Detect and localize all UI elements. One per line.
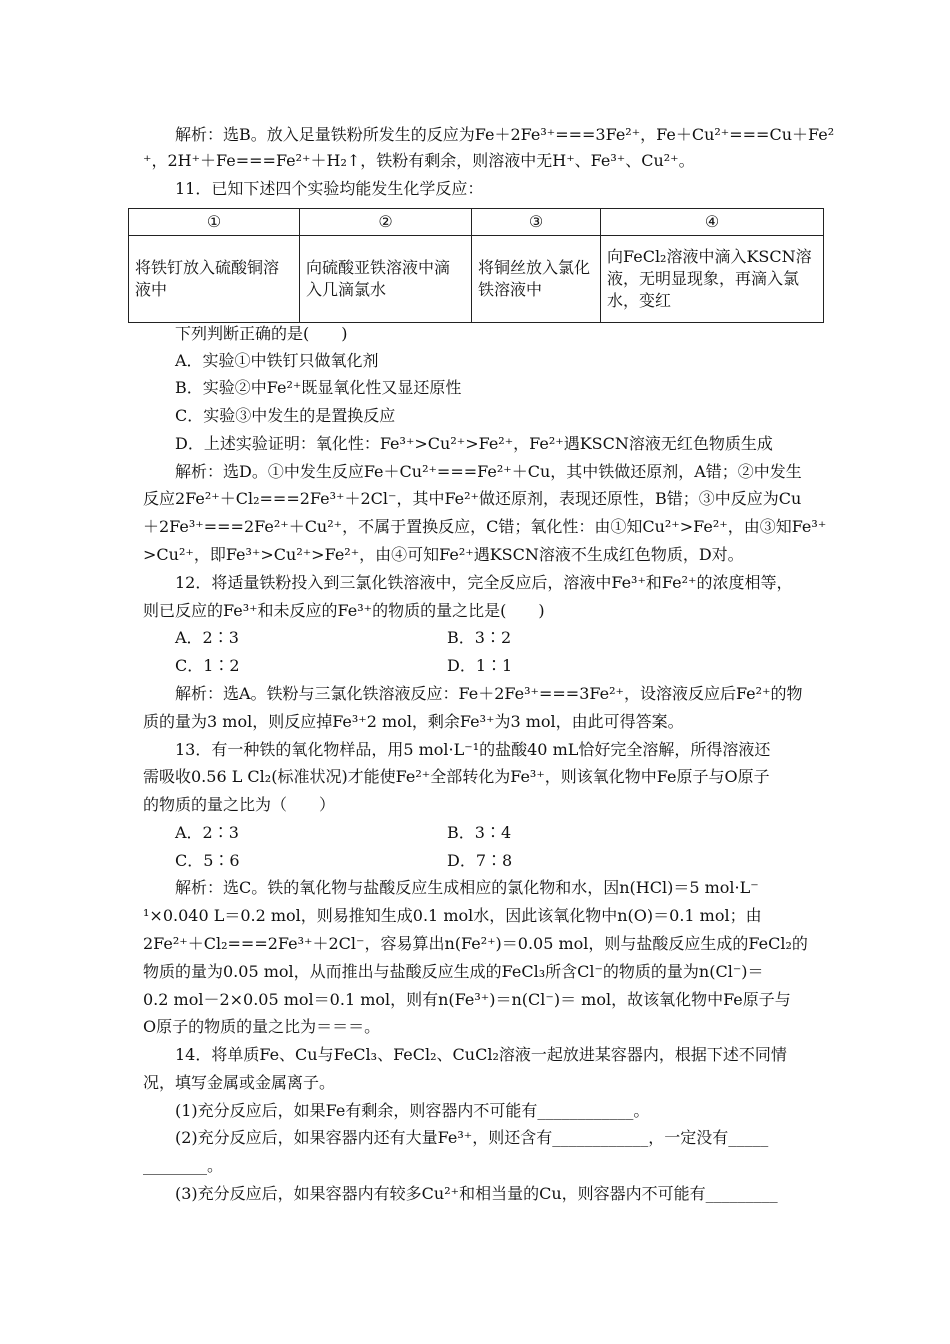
question-11-stem: 11．已知下述四个实验均能发生化学反应： — [175, 179, 484, 198]
question-12-option-b: B．3∶2 — [447, 628, 512, 647]
answer-10-line-1: 解析：选B。放入足量铁粉所发生的反应为Fe＋2Fe³⁺===3Fe²⁺，Fe＋Cu²⁺===Cu＋Fe² — [175, 125, 835, 144]
experiments-table — [128, 208, 824, 323]
answer-13-line-2: ¹×0.040 L＝0.2 mol，则易推知生成0.1 mol水，因此该氧化物中n(O)＝0.1 mol；由 — [143, 906, 762, 925]
answer-13-line-3: 2Fe²⁺＋Cl₂===2Fe³⁺＋2Cl⁻，容易算出n(Fe²⁺)＝0.05 mol，则与盐酸反应生成的FeCl₂的 — [143, 934, 808, 953]
question-12-option-d: D．1∶1 — [447, 656, 513, 675]
question-13-option-b: B．3∶4 — [447, 823, 512, 842]
answer-13-line-5: 0.2 mol－2×0.05 mol＝0.1 mol，则有n(Fe³⁺)＝n(Cl⁻)＝ mol，故该氧化物中Fe原子与 — [143, 990, 791, 1009]
table-cell-3: 将铜丝放入氯化铁溶液中 — [472, 236, 601, 323]
answer-13-line-1: 解析：选C。铁的氧化物与盐酸反应生成相应的氯化物和水，因n(HCl)＝5 mol·L⁻ — [175, 878, 759, 897]
question-11-judge: 下列判断正确的是( ) — [175, 324, 348, 343]
answer-13-line-4: 物质的量为0.05 mol，从而推出与盐酸反应生成的FeCl₃所含Cl⁻的物质的量为n(Cl⁻)＝ — [143, 962, 764, 981]
question-11-option-a: A．实验①中铁钉只做氧化剂 — [175, 351, 379, 370]
question-12-line-2: 则已反应的Fe³⁺和未反应的Fe³⁺的物质的量之比是( ) — [143, 601, 545, 620]
table-header-2: ② — [300, 209, 472, 236]
answer-12-line-1: 解析：选A。铁粉与三氯化铁溶液反应：Fe＋2Fe³⁺===3Fe²⁺，设溶液反应后Fe²⁺的物 — [175, 684, 803, 703]
answer-11-line-3: ＋2Fe³⁺===2Fe²⁺＋Cu²⁺，不属于置换反应，C错；氧化性：由①知Cu²⁺>Fe²⁺，由③知Fe³⁺ — [143, 517, 827, 536]
answer-10-line-2: ⁺，2H⁺＋Fe===Fe²⁺＋H₂↑，铁粉有剩余，则溶液中无H⁺、Fe³⁺、Cu²⁺。 — [143, 151, 695, 170]
question-14-line-2: 况，填写金属或金属离子。 — [143, 1073, 336, 1092]
question-12-line-1: 12．将适量铁粉投入到三氯化铁溶液中，完全反应后，溶液中Fe³⁺和Fe²⁺的浓度相等， — [175, 573, 793, 592]
answer-11-line-4: >Cu²⁺，即Fe³⁺>Cu²⁺>Fe²⁺，由④可知Fe²⁺遇KSCN溶液不生成红色物质，D对。 — [143, 545, 744, 564]
table-cell-2: 向硫酸亚铁溶液中滴入几滴氯水 — [300, 236, 472, 323]
question-14-sub-2: (2)充分反应后，如果容器内还有大量Fe³⁺，则还含有____________，一定没有_____ — [175, 1128, 769, 1147]
question-14-line-1: 14．将单质Fe、Cu与FeCl₃、FeCl₂、CuCl₂溶液一起放进某容器内，根据下述不同情 — [175, 1045, 787, 1064]
question-13-line-3: 的物质的量之比为（ ） — [143, 795, 336, 814]
table-header-4: ④ — [601, 209, 824, 236]
question-13-line-1: 13．有一种铁的氧化物样品，用5 mol·L⁻¹的盐酸40 mL恰好完全溶解，所得溶液还 — [175, 740, 771, 759]
answer-12-line-2: 质的量为3 mol，则反应掉Fe³⁺2 mol，剩余Fe³⁺为3 mol，由此可得答案。 — [143, 712, 684, 731]
question-14-sub-1: (1)充分反应后，如果Fe有剩余，则容器内不可能有____________。 — [175, 1101, 650, 1120]
table-cell-4: 向FeCl₂溶液中滴入KSCN溶液，无明显现象，再滴入氯水，变红 — [601, 236, 824, 323]
question-12-option-c: C．1∶2 — [175, 656, 240, 675]
table-cell-1: 将铁钉放入硫酸铜溶液中 — [129, 236, 300, 323]
question-11-option-b: B．实验②中Fe²⁺既显氧化性又显还原性 — [175, 378, 462, 397]
question-13-line-2: 需吸收0.56 L Cl₂(标准状况)才能使Fe²⁺全部转化为Fe³⁺，则该氧化物中Fe原子与O原子 — [143, 767, 770, 786]
question-14-sub-2-cont: ________。 — [143, 1156, 224, 1175]
table-header-1: ① — [129, 209, 300, 236]
table-header-3: ③ — [472, 209, 601, 236]
question-11-option-c: C．实验③中发生的是置换反应 — [175, 406, 396, 425]
question-13-option-c: C．5∶6 — [175, 851, 240, 870]
answer-11-line-1: 解析：选D。①中发生反应Fe＋Cu²⁺===Fe²⁺＋Cu，其中铁做还原剂，A错；②中发生 — [175, 462, 802, 481]
question-12-option-a: A．2∶3 — [175, 628, 239, 647]
answer-13-line-6: O原子的物质的量之比为＝＝＝。 — [143, 1017, 381, 1036]
question-14-sub-3: (3)充分反应后，如果容器内有较多Cu²⁺和相当量的Cu，则容器内不可能有_________ — [175, 1184, 778, 1203]
question-13-option-d: D．7∶8 — [447, 851, 513, 870]
question-13-option-a: A．2∶3 — [175, 823, 239, 842]
question-11-option-d: D．上述实验证明：氧化性：Fe³⁺>Cu²⁺>Fe²⁺，Fe²⁺遇KSCN溶液无红色物质生成 — [175, 434, 773, 453]
answer-11-line-2: 反应2Fe²⁺＋Cl₂===2Fe³⁺＋2Cl⁻，其中Fe²⁺做还原剂，表现还原性，B错；③中反应为Cu — [143, 489, 802, 508]
